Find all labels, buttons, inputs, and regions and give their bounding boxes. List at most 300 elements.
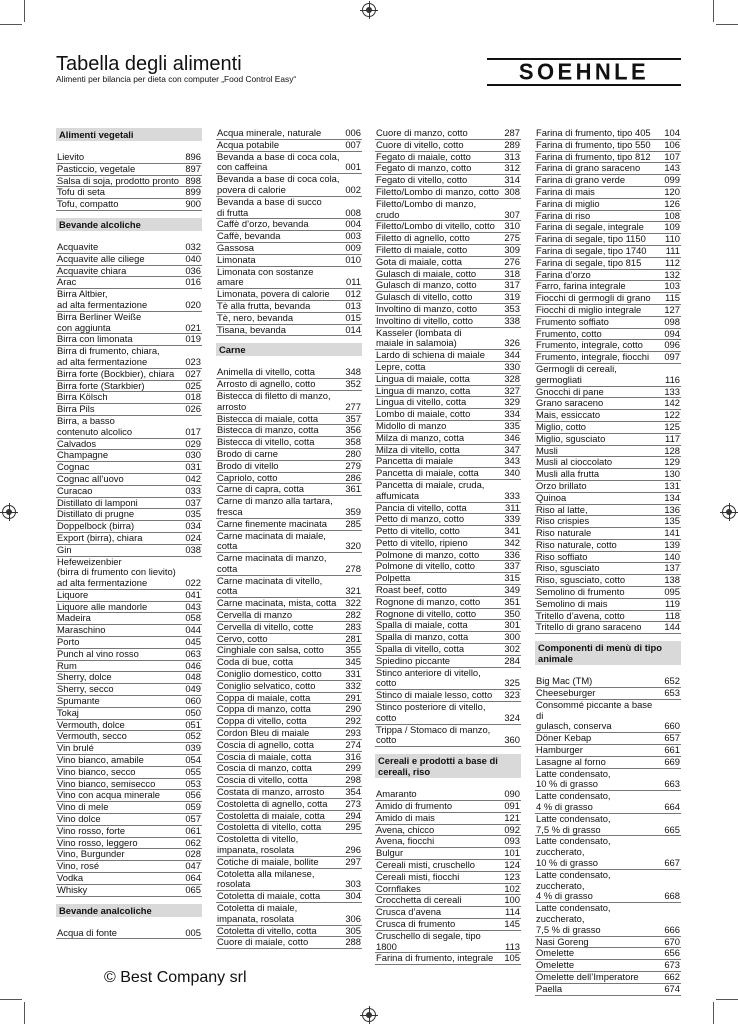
food-row [216, 243, 362, 255]
food-row [56, 509, 202, 521]
food-code: 097 [664, 351, 680, 363]
food-name: Pancia di vitello, cotta [376, 502, 467, 513]
food-row [216, 775, 362, 787]
food-code: 045 [185, 636, 201, 648]
category-heading: Carne [216, 343, 362, 356]
food-name: Lombo di maiale, cotto [376, 409, 471, 420]
food-row [375, 128, 521, 140]
food-row [216, 449, 362, 461]
food-row [216, 473, 362, 485]
page-title: Tabella degli alimenti [56, 53, 242, 75]
food-name: Crocchetta di cereali [376, 895, 462, 906]
food-name: Frumento, integrale, fiocchi [536, 352, 650, 363]
food-code: 049 [185, 683, 201, 695]
food-row [375, 316, 521, 328]
food-row [56, 625, 202, 637]
food-code: 011 [346, 276, 361, 288]
food-code: 026 [185, 403, 201, 415]
food-code: 027 [185, 367, 201, 379]
food-row [535, 410, 681, 422]
food-row [56, 767, 202, 779]
food-name: Latte condensato, 4 % di grasso [536, 791, 611, 813]
food-row [535, 870, 681, 903]
food-row [216, 484, 362, 496]
food-code: 286 [345, 471, 361, 483]
food-column-4 [535, 128, 681, 996]
food-row [216, 267, 362, 290]
food-row [56, 450, 202, 462]
food-code: 142 [664, 397, 680, 409]
food-name: Hefeweizenbier (birra di frumento con lievito) ad alta fermentazione [57, 556, 176, 589]
food-row [375, 860, 521, 872]
food-row [535, 340, 681, 352]
food-row [56, 474, 202, 486]
food-code: 133 [664, 385, 680, 397]
food-code: 064 [185, 872, 201, 884]
food-code: 346 [504, 431, 520, 443]
food-name: Vino rosso, forte [57, 825, 126, 836]
food-row [535, 234, 681, 246]
food-name: Lingua di maiale, cotta [376, 373, 470, 384]
food-row [56, 439, 202, 451]
registration-mark-icon [362, 1008, 376, 1022]
food-code: 313 [504, 150, 520, 162]
food-row [56, 521, 202, 533]
food-name: Stinco di maiale lesso, cotto [376, 690, 493, 701]
food-row [56, 533, 202, 545]
food-name: Döner Kebap [536, 733, 592, 744]
food-code: 899 [185, 186, 201, 198]
food-row [56, 187, 202, 199]
food-name: Riso crispies [536, 516, 590, 527]
food-row [216, 128, 362, 140]
food-code: 337 [504, 560, 520, 572]
food-row [535, 422, 681, 434]
food-code: 036 [185, 264, 201, 276]
food-code: 091 [504, 800, 520, 812]
food-row [216, 437, 362, 449]
food-name: Riso naturale, cotto [536, 539, 617, 550]
food-name: Paella [536, 983, 563, 994]
crop-mark [0, 999, 22, 1000]
food-row [375, 725, 521, 748]
food-row [375, 848, 521, 860]
food-name: Salsa di soja, prodotto pronto [57, 175, 179, 186]
food-name: Distillato di prugne [57, 509, 135, 520]
category-heading: Componenti di menù di tipo animale [535, 641, 681, 665]
food-row [375, 907, 521, 919]
food-code: 360 [504, 734, 520, 746]
food-code: 128 [664, 444, 680, 456]
food-name: Acquavite chiara [57, 265, 127, 276]
food-code: 352 [345, 378, 361, 390]
food-code: 343 [504, 455, 520, 467]
food-name: Cognac all’uovo [57, 473, 124, 484]
food-name: Polmone di vitello, cotto [376, 561, 476, 572]
copyright-footer: © Best Company srl [104, 969, 247, 986]
food-row [56, 755, 202, 767]
food-name: Stinco anteriore di vitello, cotto [376, 667, 481, 689]
food-code: 664 [664, 801, 680, 813]
food-row [535, 258, 681, 270]
food-name: Filetto/Lombo di manzo, crudo [376, 198, 477, 220]
food-name: Spiedino piccante [376, 655, 451, 666]
food-code: 326 [504, 337, 520, 349]
food-code: 288 [345, 936, 361, 948]
food-name: Gulasch di vitello, cotto [376, 292, 473, 303]
food-code: 896 [185, 151, 201, 162]
food-name: Farina di grano verde [536, 175, 626, 186]
food-row [375, 690, 521, 702]
food-row [56, 826, 202, 838]
food-code: 113 [505, 940, 520, 952]
food-row [535, 305, 681, 317]
food-name: Doppelbock (birra) [57, 521, 135, 532]
food-row [216, 425, 362, 437]
food-row [535, 187, 681, 199]
food-code: 280 [345, 447, 361, 459]
food-code: 127 [664, 303, 680, 315]
food-row [56, 266, 202, 278]
food-name: Cervo, cotto [217, 633, 268, 644]
food-row [375, 163, 521, 175]
food-name: Farina di frumento, tipo 405 [536, 128, 651, 138]
food-code: 318 [504, 267, 520, 279]
food-row [535, 293, 681, 305]
food-row [375, 187, 521, 199]
food-name: Riso al latte, [536, 504, 588, 515]
food-row [56, 242, 202, 254]
food-name: Sherry, secco [57, 684, 114, 695]
food-code: 898 [185, 174, 201, 186]
food-code: 031 [185, 461, 201, 473]
food-code: 311 [505, 501, 520, 513]
food-row [216, 903, 362, 926]
food-name: Bulgur [376, 848, 404, 859]
food-column-1 [56, 128, 202, 939]
food-row [535, 128, 681, 140]
food-row [56, 590, 202, 602]
food-code: 331 [345, 668, 361, 680]
food-row [56, 462, 202, 474]
food-code: 039 [185, 742, 201, 754]
food-name: Tisana, bevanda [217, 324, 286, 335]
crop-mark [0, 24, 22, 25]
food-name: Gota di maiale, cotta [376, 256, 462, 267]
food-code: 668 [664, 890, 680, 902]
food-row [535, 457, 681, 469]
food-name: Spalla di manzo, cotta [376, 632, 469, 643]
food-name: Arac [57, 277, 77, 288]
food-code: 001 [345, 161, 361, 173]
food-code: 358 [345, 436, 361, 448]
food-name: Cornflakes [376, 883, 421, 894]
food-code: 298 [345, 774, 361, 786]
food-code: 119 [665, 597, 680, 609]
food-name: Midollo di manzo [376, 420, 447, 431]
food-code: 296 [345, 844, 361, 856]
food-name: Maraschino [57, 625, 106, 636]
food-name: Amido di frumento [376, 801, 453, 812]
food-name: Petto di vitello, ripieno [376, 537, 468, 548]
food-code: 130 [664, 468, 680, 480]
food-name: Roast beef, cotto [376, 585, 447, 596]
food-name: Musli alla frutta [536, 469, 600, 480]
food-name: Liquore alle mandorle [57, 601, 148, 612]
food-code: 141 [664, 527, 680, 539]
food-code: 293 [345, 727, 361, 739]
food-code: 278 [345, 562, 361, 574]
food-name: Lepre, cotta [376, 361, 426, 372]
food-code: 110 [665, 233, 680, 245]
food-code: 117 [665, 432, 680, 444]
food-name: Vermouth, dolce [57, 719, 125, 730]
food-row [216, 313, 362, 325]
food-name: Latte condensato, zuccherato, 4 % di grasso [536, 869, 611, 902]
food-name: Latte condensato, 10 % di grasso [536, 768, 611, 790]
food-row [216, 740, 362, 752]
food-code: 322 [345, 597, 361, 609]
food-code: 003 [345, 230, 361, 242]
food-code: 040 [185, 252, 201, 264]
food-code: 304 [345, 890, 361, 902]
food-name: Coppa di vitello, cotta [217, 716, 307, 727]
food-name: Arrosto di agnello, cotto [217, 379, 316, 390]
food-code: 004 [345, 218, 361, 230]
food-code: 137 [664, 562, 680, 574]
food-code: 139 [664, 538, 680, 550]
food-row [375, 585, 521, 597]
food-code: 053 [185, 777, 201, 789]
registration-mark-icon [2, 505, 16, 519]
food-code: 348 [345, 366, 361, 378]
food-name: Acquavite [57, 241, 99, 252]
food-row [535, 972, 681, 984]
food-code: 310 [504, 220, 520, 232]
food-row [375, 175, 521, 187]
food-row [56, 838, 202, 850]
food-code: 305 [345, 924, 361, 936]
food-row [535, 516, 681, 528]
food-name: Miglio, sgusciato [536, 433, 606, 444]
registration-mark-icon [362, 3, 376, 17]
food-row [56, 814, 202, 826]
food-name: Farina di segale, integrale [536, 222, 644, 233]
food-name: Costoletta di vitello, impanata, rosolata [217, 834, 299, 856]
food-name: Brodo di vitello [217, 460, 279, 471]
food-row [535, 199, 681, 211]
food-code: 009 [345, 241, 361, 253]
food-row [375, 503, 521, 515]
food-name: Gassosa [217, 242, 254, 253]
food-code: 283 [345, 620, 361, 632]
food-row [375, 872, 521, 884]
food-code: 129 [664, 456, 680, 468]
food-name: Crusca d’avena [376, 907, 442, 918]
food-row [56, 779, 202, 791]
category-heading: Cereali e prodotti a base di cereali, riso [375, 754, 521, 778]
food-code: 327 [504, 384, 520, 396]
food-name: Limonata, povera di calorie [217, 289, 330, 300]
food-name: Frumento, cotto [536, 328, 602, 339]
food-name: Birra forte (Starkbier) [57, 380, 145, 391]
food-name: Amido di mais [376, 812, 435, 823]
food-code: 670 [664, 935, 680, 947]
food-code: 054 [185, 754, 201, 766]
food-name: Big Mac (TM) [536, 676, 593, 687]
food-name: Bevanda a base di coca cola, povera di calorie [217, 174, 340, 195]
food-code: 099 [664, 174, 680, 186]
food-name: Farina d’orzo [536, 269, 591, 280]
food-name: Lingua di vitello, cotta [376, 397, 467, 408]
food-name: Tè, nero, bevanda [217, 312, 294, 323]
food-row [375, 433, 521, 445]
food-row [216, 857, 362, 869]
food-row [535, 222, 681, 234]
food-code: 015 [345, 311, 361, 323]
food-code: 273 [345, 797, 361, 809]
food-row [375, 456, 521, 468]
food-name: Porto [57, 637, 80, 648]
food-name: Riso, sgusciato [536, 563, 600, 574]
food-code: 122 [664, 409, 680, 421]
food-code: 339 [504, 513, 520, 525]
food-code: 131 [664, 479, 680, 491]
food-code: 653 [664, 687, 680, 699]
food-code: 109 [664, 221, 680, 233]
food-row [535, 493, 681, 505]
food-row [56, 885, 202, 897]
food-row [535, 622, 681, 634]
food-row [375, 269, 521, 281]
page-subtitle: Alimenti per bilancia per dieta con computer „Food Control Easy“ [56, 74, 297, 84]
category-heading: Alimenti vegetali [56, 128, 202, 141]
food-name: Bevanda a base di succo di frutta [217, 196, 322, 218]
food-name: Vino rosso, leggero [57, 837, 138, 848]
food-code: 300 [504, 631, 520, 643]
food-row [375, 702, 521, 725]
food-name: Polpetta [376, 573, 411, 584]
food-name: Cotoletta alla milanese, rosolata [217, 868, 315, 890]
food-code: 351 [504, 595, 520, 607]
food-code: 345 [345, 656, 361, 668]
food-row [216, 461, 362, 473]
food-name: Riso soffiato [536, 551, 588, 562]
food-code: 307 [504, 208, 520, 220]
food-row [216, 197, 362, 220]
food-name: Whisky [57, 884, 88, 895]
food-row [375, 825, 521, 837]
crop-mark [24, 0, 25, 22]
food-code: 098 [664, 315, 680, 327]
food-name: Tritello di grano saraceno [536, 622, 642, 633]
food-name: Costoletta di maiale, cotta [217, 810, 325, 821]
food-code: 294 [345, 809, 361, 821]
food-code: 354 [345, 786, 361, 798]
food-name: Punch al vino rosso [57, 648, 139, 659]
food-row [216, 926, 362, 938]
food-row [535, 434, 681, 446]
food-code: 301 [504, 619, 520, 631]
food-code: 123 [504, 870, 520, 882]
food-name: Bistecca di maiale, cotta [217, 413, 319, 424]
food-row [535, 563, 681, 575]
crop-mark [713, 1002, 714, 1024]
food-name: Filetto di maiale, cotto [376, 244, 468, 255]
food-code: 306 [345, 912, 361, 924]
food-code: 140 [664, 550, 680, 562]
food-name: Cheeseburger [536, 688, 596, 699]
food-code: 007 [345, 138, 361, 150]
food-row [375, 292, 521, 304]
food-row [56, 199, 202, 211]
food-name: Cuore di vitello, cotto [376, 139, 464, 150]
food-code: 104 [664, 127, 680, 138]
food-code: 663 [664, 778, 680, 790]
food-name: Coscia di manzo, cotta [217, 763, 312, 774]
food-row [535, 791, 681, 814]
food-row [535, 769, 681, 792]
food-name: Tritello d’avena, cotto [536, 610, 625, 621]
food-row [375, 526, 521, 538]
food-row [375, 374, 521, 386]
food-code: 359 [345, 505, 361, 517]
food-code: 355 [345, 644, 361, 656]
food-row [216, 622, 362, 634]
food-code: 303 [345, 878, 361, 890]
food-name: Sherry, dolce [57, 672, 112, 683]
food-row [375, 884, 521, 896]
food-name: Distillato di lamponi [57, 497, 138, 508]
food-row [535, 175, 681, 187]
food-code: 324 [504, 711, 520, 723]
food-code: 284 [504, 654, 520, 666]
food-code: 025 [185, 379, 201, 391]
food-code: 289 [504, 138, 520, 150]
food-row [535, 960, 681, 972]
food-code: 043 [185, 600, 201, 612]
food-name: Tè alla frutta, bevanda [217, 300, 311, 311]
food-name: Birra Kölsch [57, 392, 108, 403]
food-row [375, 538, 521, 550]
food-row [216, 681, 362, 693]
food-name: Coniglio domestico, cotto [217, 669, 322, 680]
food-row [56, 684, 202, 696]
food-code: 062 [185, 836, 201, 848]
food-code: 018 [185, 391, 201, 403]
food-row [375, 573, 521, 585]
food-name: Polmone di manzo, cotto [376, 549, 480, 560]
food-name: Caffè, bevanda [217, 231, 281, 242]
food-code: 094 [664, 327, 680, 339]
food-code: 106 [664, 138, 680, 150]
food-code: 017 [185, 425, 201, 437]
food-name: Brodo di carne [217, 448, 278, 459]
food-code: 344 [504, 349, 520, 361]
food-code: 900 [185, 198, 201, 210]
food-name: Vodka [57, 873, 84, 884]
food-row [56, 334, 202, 346]
food-row [56, 254, 202, 266]
food-code: 035 [185, 508, 201, 520]
food-code: 325 [504, 677, 520, 689]
food-name: Vino con acqua minerale [57, 790, 161, 801]
food-code: 126 [664, 197, 680, 209]
food-row [216, 728, 362, 740]
food-code: 897 [185, 162, 201, 174]
food-row [216, 869, 362, 892]
food-code: 143 [664, 162, 680, 174]
